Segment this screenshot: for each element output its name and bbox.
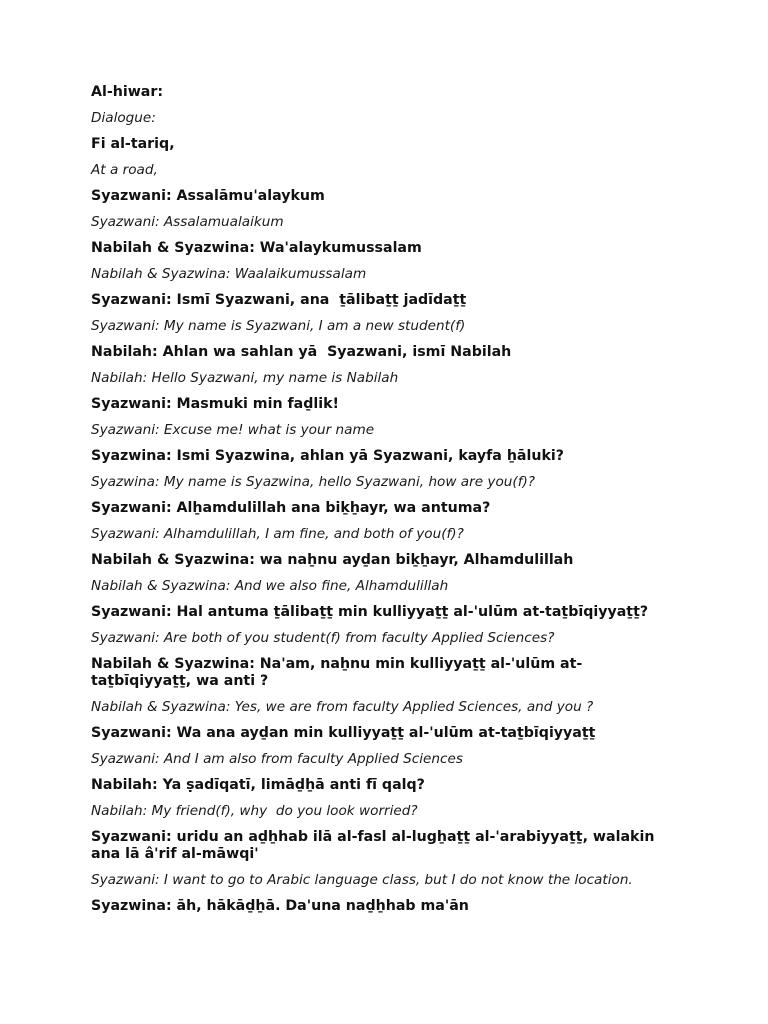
dialogue-line-transliteration: Nabilah & Syazwina: Wa'alaykumussalam xyxy=(91,240,422,256)
dialogue-line-translation: Syazwani: Excuse me! what is your name xyxy=(91,422,375,438)
dialogue-line-translation: Syazwani: And I am also from faculty Applied Sciences xyxy=(91,751,463,767)
dialogue-line-transliteration: Nabilah: Ahlan wa sahlan yā Syazwani, ismī Nabilah xyxy=(91,344,512,360)
dialogue-line-translation: Syazwani: My name is Syazwani, I am a new student(f) xyxy=(91,318,466,334)
dialogue-line-translation: Syazwani: Are both of you student(f) from faculty Applied Sciences? xyxy=(91,630,555,646)
dialogue-line-transliteration: Syazwani: uridu an aḏẖhab ilā al-fasl al-lugẖaṯṯ al-'arabiyyaṯṯ, walakin ana lā â'rif al-māwqi' xyxy=(91,829,655,862)
dialogue-line-transliteration: Syazwani: Masmuki min faḏlik! xyxy=(91,396,340,412)
dialogue-line-translation: Dialogue: xyxy=(91,110,156,126)
dialogue-line-transliteration: Syazwani: Ismī Syazwani, ana ṯālibaṯṯ jadīdaṯṯ xyxy=(91,292,467,308)
dialogue-line-translation: Syazwina: My name is Syazwina, hello Syazwani, how are you(f)? xyxy=(91,474,536,490)
dialogue-line-translation: Nabilah & Syazwina: Waalaikumussalam xyxy=(91,266,367,282)
dialogue-line-translation: At a road, xyxy=(91,162,158,178)
dialogue-line-translation: Syazwani: Alhamdulillah, I am fine, and both of you(f)? xyxy=(91,526,464,542)
dialogue-line-transliteration: Fi al-tariq, xyxy=(91,136,175,152)
dialogue-line-transliteration: Syazwina: āh, hākāḏẖā. Da'una naḏẖhab ma'ān xyxy=(91,898,469,914)
dialogue-line-translation: Syazwani: Assalamualaikum xyxy=(91,214,284,230)
dialogue-line-transliteration: Syazwina: Ismi Syazwina, ahlan yā Syazwani, kayfa ẖāluki? xyxy=(91,448,564,464)
dialogue-line-translation: Nabilah & Syazwina: And we also fine, Alhamdulillah xyxy=(91,578,449,594)
dialogue-line-transliteration: Al-hiwar: xyxy=(91,84,164,100)
dialogue-line-translation: Syazwani: I want to go to Arabic language class, but I do not know the location. xyxy=(91,872,633,888)
dialogue-line-translation: Nabilah: Hello Syazwani, my name is Nabilah xyxy=(91,370,399,386)
dialogue-line-transliteration: Nabilah & Syazwina: wa naẖnu ayḏan biḵẖayr, Alhamdulillah xyxy=(91,552,574,568)
dialogue-line-translation: Nabilah & Syazwina: Yes, we are from faculty Applied Sciences, and you ? xyxy=(91,699,594,715)
dialogue-line-transliteration: Syazwani: Hal antuma ṯālibaṯṯ min kulliyyaṯṯ al-'ulūm at-taṯbīqiyyaṯṯ? xyxy=(91,604,649,620)
dialogue-line-transliteration: Nabilah: Ya ṣadīqatī, limāḏẖā anti fī qalq? xyxy=(91,777,425,793)
dialogue-line-transliteration: Syazwani: Alẖamdulillah ana biḵẖayr, wa antuma? xyxy=(91,500,491,516)
dialogue-line-transliteration: Nabilah & Syazwina: Na'am, naẖnu min kulliyyaṯṯ al-'ulūm at- taṯbīqiyyaṯṯ, wa anti ? xyxy=(91,656,583,689)
dialogue-line-transliteration: Syazwani: Wa ana ayḏan min kulliyyaṯṯ al-'ulūm at-taṯbīqiyyaṯṯ xyxy=(91,725,596,741)
dialogue-line-transliteration: Syazwani: Assalāmu'alaykum xyxy=(91,188,325,204)
dialogue-line-translation: Nabilah: My friend(f), why do you look worried? xyxy=(91,803,418,819)
dialogue-text xyxy=(91,84,691,924)
